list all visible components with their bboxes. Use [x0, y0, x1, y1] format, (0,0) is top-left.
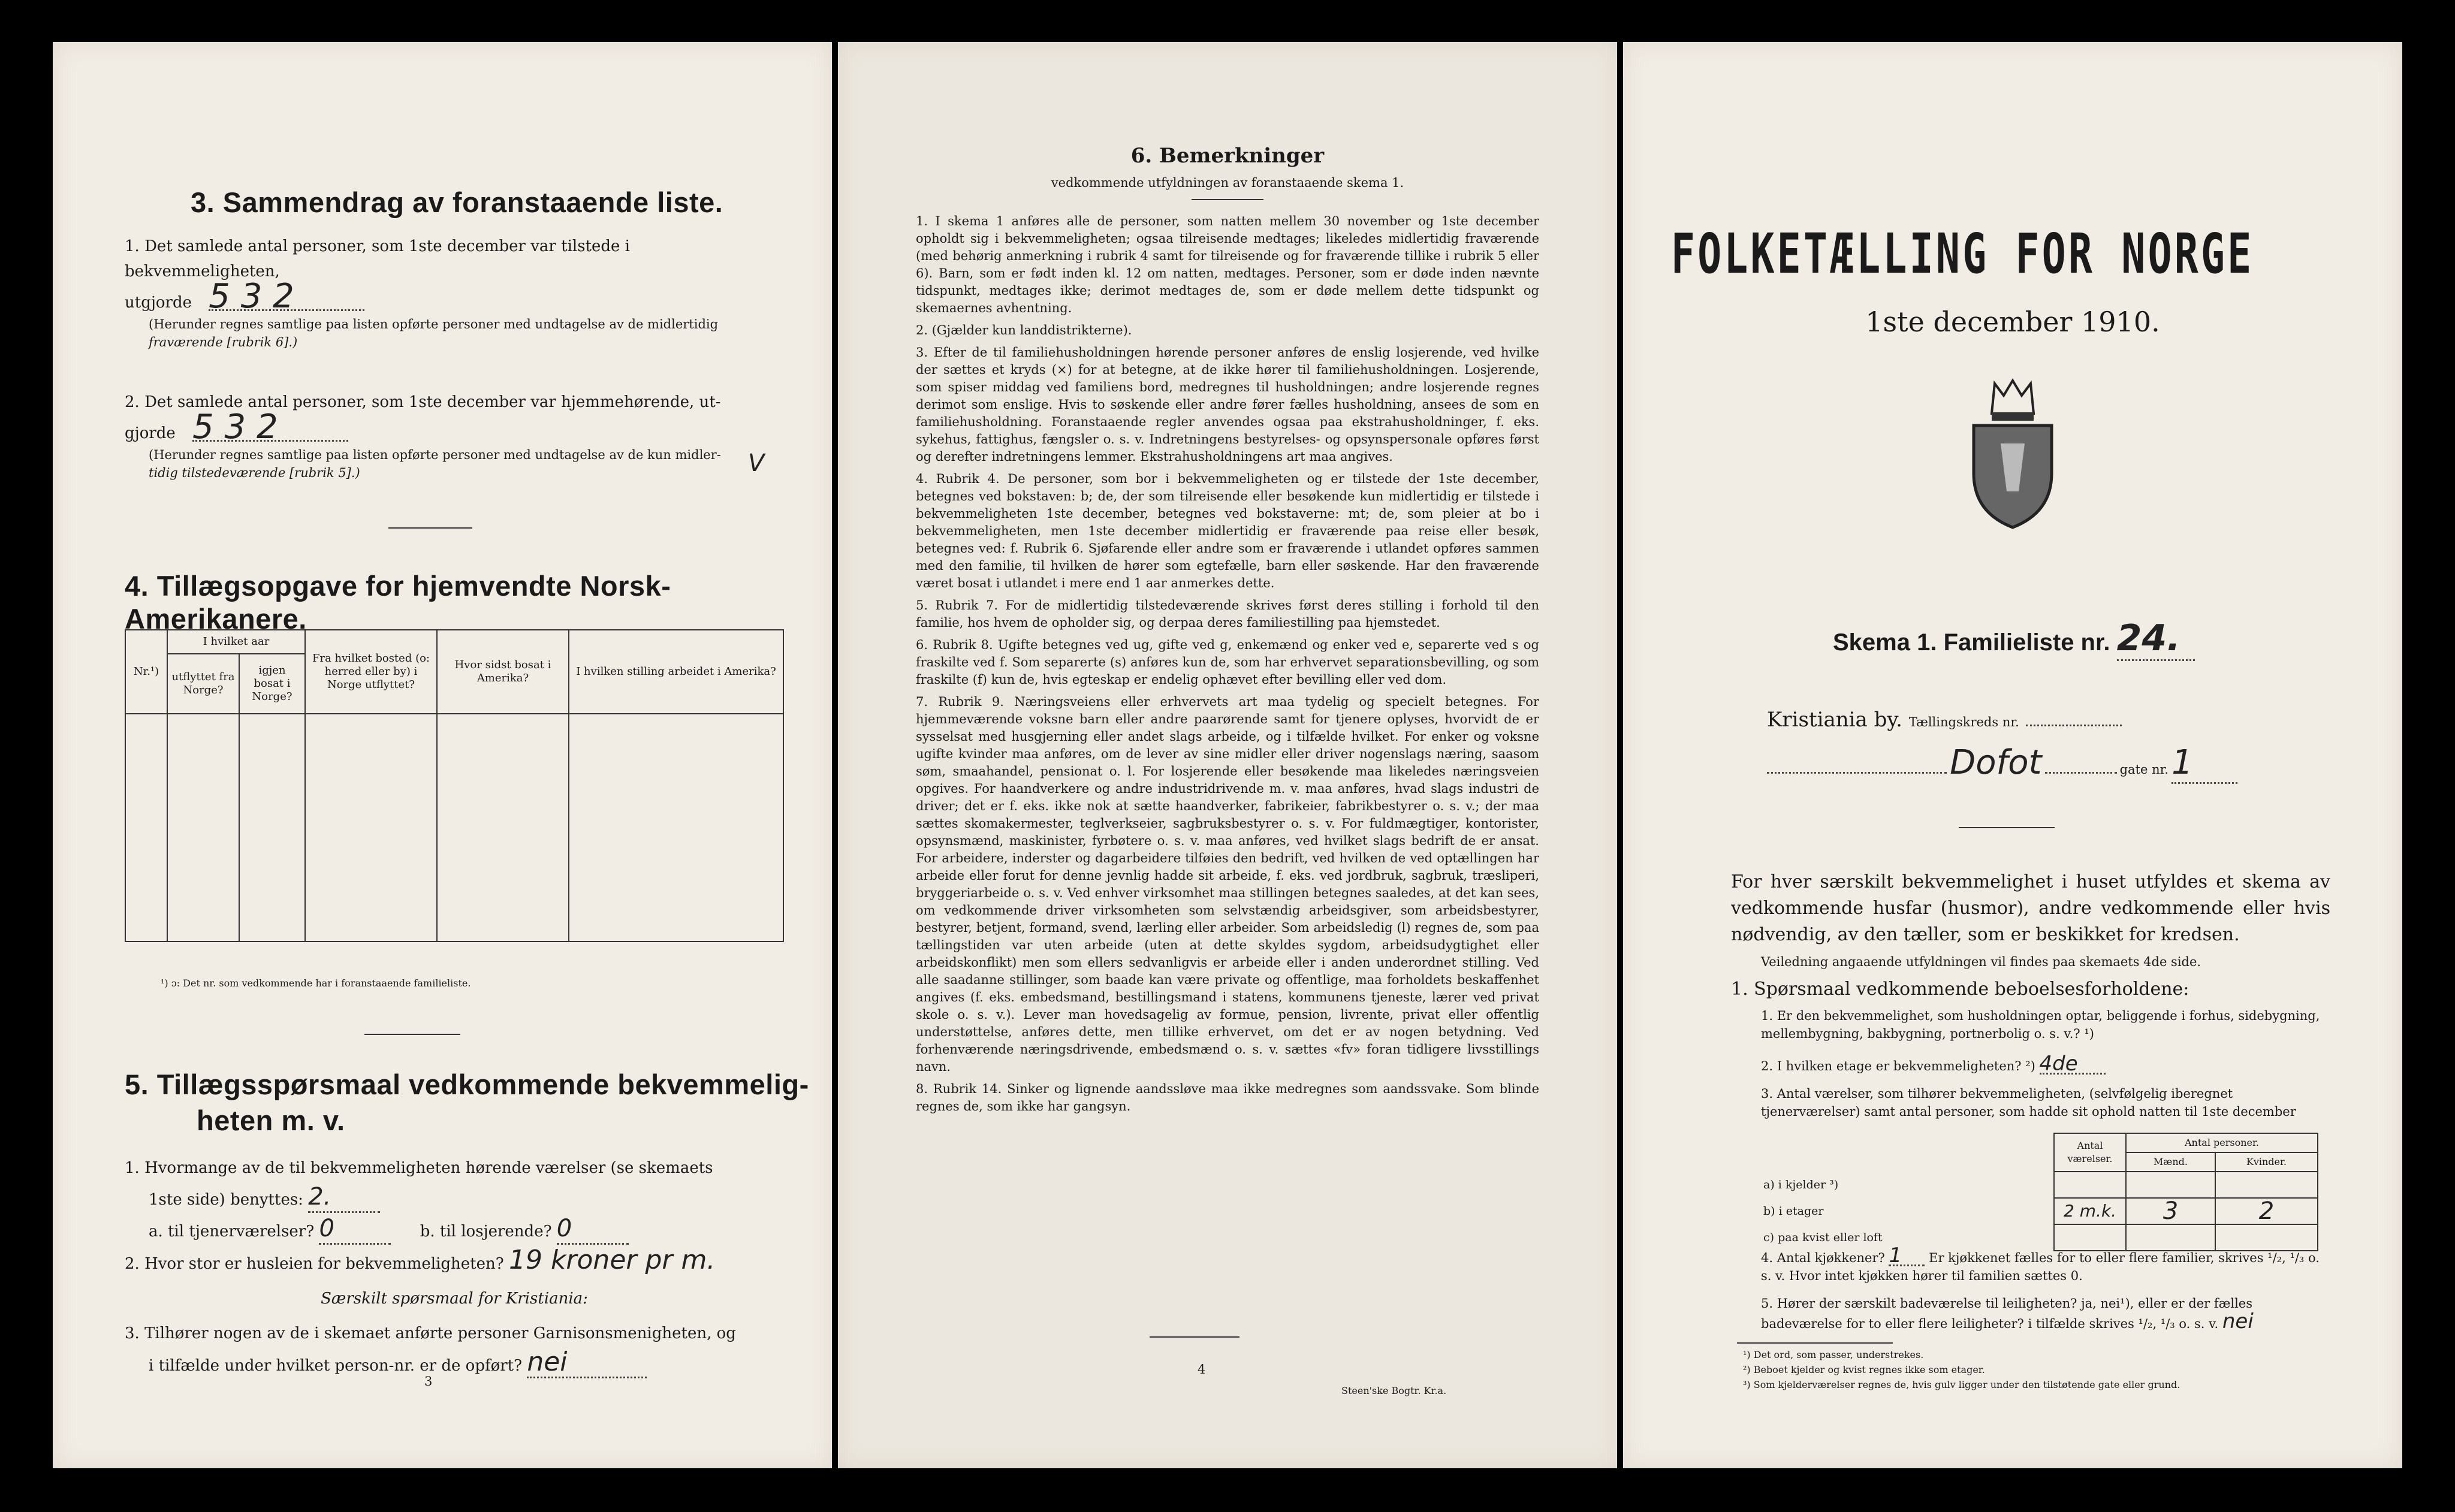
col-bosted: Fra hvilket bosted (o: herred eller by) i Norge utflyttet?: [305, 630, 437, 714]
list-item: 4. Rubrik 4. De personer, som bor i bekvemmeligheten og er tilstede der 1ste december, betegnes ved bokstaven: b; de, der som tilreisende eller besøkende kun midlertidig er tilstede i bekvemmeligheten 1ste december, betegnes ved bokstaverne: mt; de, som pleier at bo i bekvemmeligheten, men 1ste december midlertidig er fraværende paa reise eller besøk, betegnes ved: f. Rubrik 6. Sjøfarende eller andre som er fraværende i utlandet opføres sammen med den familie, til hvilken de hører som egtefælle, barn eller søskende. Har den fraværende været bosat i utlandet i mere end 1 aar anmerkes dette.: [916, 472, 1539, 590]
s4-footnote: ¹) ɔ: Det nr. som vedkommende har i foranstaaende familieliste.: [161, 977, 471, 989]
q2-line: [1761, 1052, 2106, 1076]
questions-title: 1. Spørsmaal vedkommende beboelsesforholdene:: [1731, 979, 2189, 1000]
q2-text: 2. I hvilken etage er bekvemmeligheten? ²): [1761, 1059, 2035, 1073]
census-title-text: FOLKETÆLLING FOR NORGE: [1671, 222, 2254, 286]
q4-text: 4. Antal kjøkkener?: [1761, 1251, 1885, 1265]
divider: [1737, 1342, 1893, 1344]
s5-q3-label: i tilfælde under hvilket person-nr. er de opført?: [149, 1357, 523, 1375]
s3-q1-note: (Herunder regnes samtlige paa listen opførte personer med undtagelse av de midlertidig: [149, 317, 719, 331]
s5-title-line1: 5. Tillægsspørsmaal vedkommende bekvemmelig-: [125, 1069, 809, 1100]
etager-kvinder: 2: [2215, 1198, 2318, 1224]
section-3-title: 3. Sammendrag av foranstaaende liste.: [191, 186, 723, 218]
section-5-title: [125, 1067, 809, 1139]
divider: [364, 1034, 460, 1035]
table-row: [125, 714, 783, 941]
coat-of-arms-icon: [1959, 378, 2067, 533]
s5-q3-answer: nei: [527, 1348, 647, 1378]
s5-q1: 1. Hvormange av de til bekvemmeligheten hørende værelser (se skemaets: [125, 1159, 713, 1177]
col-utflyttet: utflyttet fra Norge?: [167, 654, 239, 714]
s5-q2-answer: 19 kroner pr m.: [508, 1245, 716, 1275]
address-line: [1767, 743, 2318, 784]
gate-number: 1: [2172, 743, 2237, 784]
list-item: 3. Efter de til familiehusholdningen hørende personer anføres de enslig losjerende, ved hvilke der sættes et kryds (×) for at betegne, at de ikke hører til familiehusholdningen. Losjerende, som spiser middag ved familiens bord, medregnes til husholdningen; andre losjerende regnes derimot som enslige. Hvis to søskende eller andre fører fælles husholdning, ansees de som en familiehusholdning. Foranstaaende regler anvendes ogsaa paa ekstrahusholdninger, f. eks. sykehus, fattighus, fængsler o. s. v. Indretningens bestyrelses- og opsynspersonale opføres først og derefter indretningens lemmer. Ekstrahusholdningens art maa angives.: [916, 345, 1539, 464]
intro-text: For hver særskilt bekvemmelighet i huset utfyldes et skema av vedkommende husfar (husmor), andre vedkommende eller hvis nødvendig, av den tæller, som er beskikket for kredsen.: [1731, 871, 2330, 945]
footnote-3: ³) Som kjelderværelser regnes de, hvis gulv ligger under den tilstøtende gate eller grund.: [1743, 1379, 2180, 1390]
col-amerika-bosat: Hvor sidst bosat i Amerika?: [437, 630, 569, 714]
street-answer: Dofot: [1950, 743, 2042, 782]
cover-page: [1623, 42, 2402, 1468]
s3-q1-text: 1. Det samlede antal personer, som 1ste december var tilstede i bekvemmeligheten,: [125, 237, 630, 280]
col-maend: Mænd.: [2126, 1152, 2215, 1172]
col-personer: Antal personer.: [2126, 1133, 2318, 1152]
q5-answer: nei: [2222, 1309, 2254, 1333]
s5-q3: 3. Tilhører nogen av de i skemaet anførte personer Garnisonsmenigheten, og: [125, 1324, 736, 1342]
s5-q1-answer: 2.: [308, 1182, 380, 1213]
list-item: 8. Rubrik 14. Sinker og lignende aandssløve maa ikke medregnes som aandssvake. Som blinde regnes de, som ikke har gangsyn.: [916, 1082, 1539, 1113]
census-title: [1671, 222, 2455, 286]
etager-vaerelser: 2 m.k.: [2054, 1198, 2126, 1224]
veiledning-text: Veiledning angaaende utfyldningen vil findes paa skemaets 4de side.: [1761, 955, 2201, 969]
list-item: 6. Rubrik 8. Ugifte betegnes ved ug, gifte ved g, enkemænd og enker ved e, separerte ved s og fraskilte ved f. Som separerte (s) anføres kun de, som har erhvervet separationsbevilling, og som fraskilte (f) kun de, hvis egteskap er endelig ophævet efter bevilling eller ved dom.: [916, 638, 1539, 687]
s5-q1b: b. til losjerende?: [420, 1223, 552, 1241]
census-date: 1ste december 1910.: [1865, 306, 2160, 338]
s5-title-line2: heten m. v.: [197, 1104, 345, 1136]
kreds-label: Tællingskreds nr.: [1908, 715, 2019, 729]
col-group-year: I hvilket aar: [167, 630, 305, 654]
s5-q2: 2. Hvor stor er husleien for bekvemmeligheten?: [125, 1255, 504, 1273]
etager-maend: 3: [2126, 1198, 2215, 1224]
s5-q1-label: 1ste side) benyttes:: [149, 1191, 303, 1209]
familieliste-number: 24.: [2117, 617, 2195, 661]
list-item: 7. Rubrik 9. Næringsveiens eller erhvervets art maa tydelig og specielt betegnes. For hjemmeværende voksne barn eller andre paarørende samt for tjenere oplyses, hvorvidt de er sysselsat med husgjerning eller andet slags arbeide, og i tilfælde hvilket. For enker og voksne ugifte kvinder maa anføres, om de lever av sine midler eller driver nogenslags næring, saasom søm, smaahandel, pensionat o. l. For losjerende eller besøkende maa likeledes næringsveien opgives. For haandverkere og andre industridrivende m. v. maa anføres, hvad slags industri de driver; det er f. eks. ikke nok at sætte haandverker, fabrikeier, fabrikbestyrer o. s. v.; der maa sættes skomakermester, teglverkseier, sagbruksbestyrer o. s. v. For fuldmægtiger, kontorister, opsynsmænd, maskinister, fyrbøtere o. s. v. maa anføres, ved hvilket slags bedrift de er ansat. For arbeidere, inderster og dagarbeidere tilføies den bedrift, ved hvilken de ved optællingen har arbeide eller forut for denne jevnlig hadde sit arbeide, f. eks. ved jordbruk, sagbruk, træsliperi, bryggeriarbeide o. s. v. Ved enhver virksomhet maa stillingen betegnes saaledes, at det kan sees, om vedkommende driver virksomheten som selvstændig arbeidsgiver, som arbeidsbestyrer, bestyrer, betjent, formand, svend, lærling eller arbeider. Som arbeidsledig (l) regnes de, som paa tællingstiden var uten arbeide (uten at dette skyldes sygdom, arbeidsudygtighet eller arbeidskonflikt) men som ellers sedvanligvis er arbeide eller i anden underordnet stilling. Ved alle saadanne stillinger, som baade kan være private og offentlige, maa forholdets beskaffenhet angives (f. eks. embedsmand, bestillingsmand i statens, kommunens tjeneste, lærer ved privat skole o. s. v.). Lever man hovedsagelig av formue, pension, livrente, privat eller offentlig understøttelse, anføres dette, men tillike erhvervet, om det er av nogen betydning. Ved forhenværende næringsdrivende, embedsmænd o. s. v. sættes «fv» foran tidligere livsstillings navn.: [916, 695, 1539, 1074]
bemerkninger-list: [916, 213, 1539, 1120]
divider: [1150, 1336, 1239, 1338]
col-stilling: I hvilken stilling arbeidet i Amerika?: [569, 630, 783, 714]
s3-q1-answer: 5 3 2: [209, 284, 364, 311]
col-nr: Nr.¹): [125, 630, 167, 714]
q5-text: 5. Hører der særskilt badeværelse til leiligheten? ja, nei¹), eller er der fælles badeværelse for to eller flere leiligheter? i tilfælde skrives ¹/₂, ¹/₃ o. s. v.: [1761, 1296, 2252, 1331]
divider: [388, 527, 472, 529]
page-number: 4: [1198, 1362, 1206, 1377]
margin-check-mark: V: [748, 449, 765, 477]
skema-line: [1833, 617, 2195, 661]
page-number: 3: [424, 1374, 433, 1389]
s3-q1-note2: fraværende [rubrik 6].): [149, 335, 298, 349]
section-4-title: 4. Tillægsopgave for hjemvendte Norsk-Amerikanere.: [125, 570, 671, 635]
s3-q2-label: gjorde: [125, 424, 176, 442]
row-kvist: c) paa kvist eller loft: [1763, 1231, 1883, 1244]
col-vaerelser: Antal værelser.: [2054, 1133, 2126, 1172]
footnote-2: ²) Beboet kjelder og kvist regnes ikke som etager.: [1743, 1364, 1985, 1375]
s5-q1a-answer: 0: [319, 1214, 391, 1245]
skema-label: Skema 1. Familieliste nr.: [1833, 629, 2110, 656]
s3-q2-answer: 5 3 2: [192, 415, 348, 442]
s3-q1: [125, 234, 784, 351]
city-label: Kristiania by.: [1767, 708, 1902, 732]
norsk-amerikaner-table: [125, 629, 784, 942]
list-item: 1. I skema 1 anføres alle de personer, som natten mellem 30 november og 1ste december opholdt sig i bekvemmeligheten; ogsaa tilreisende medtages; likeledes midlertidig fraværende (med behørig anmerkning i rubrik 4 samt for tilreisende og for fraværende tillike i rubrik 5 eller 6). Barn, som er født inden kl. 12 om natten, medtages. Personer, som er døde inden nævnte tidspunkt, medtages ikke; derimot medtages de, som er døde mellem dette tidspunkt og skemaernes avhentning.: [916, 214, 1539, 315]
q2-answer: 4de: [2040, 1055, 2106, 1075]
page-4: [838, 42, 1617, 1468]
q3-text: 3. Antal værelser, som tilhører bekvemmeligheten, (selvfølgelig iberegnet tjenerværelser) samt antal personer, som hadde sit ophold natten til 1ste december: [1761, 1087, 2296, 1119]
kreds-line: [1767, 707, 2122, 732]
section-5-questions: [125, 1154, 784, 1380]
gate-label: gate nr.: [2119, 762, 2169, 777]
q5-line: [1761, 1294, 2330, 1333]
q4-line: [1761, 1244, 2330, 1285]
page-3: [53, 42, 832, 1468]
s3-q2: [125, 390, 784, 482]
col-kvinder: Kvinder.: [2215, 1152, 2318, 1172]
bemerkninger-title: 6. Bemerkninger: [1130, 144, 1325, 168]
divider: [1192, 199, 1263, 200]
s3-q1-label: utgjorde: [125, 294, 192, 312]
divider: [1959, 827, 2055, 828]
s3-q2-text: 2. Det samlede antal personer, som 1ste december var hjemmehørende, ut-: [125, 393, 721, 411]
q4-rest: Er kjøkkenet fælles for to eller flere familier, skrives ¹/₂, ¹/₃ o. s. v. Hvor intet kjøkken hører til familien sættes 0.: [1761, 1251, 2320, 1283]
s5-kristiania: Særskilt spørsmaal for Kristiania:: [321, 1290, 588, 1308]
s5-q1b-answer: 0: [557, 1214, 629, 1245]
printer-imprint: Steen'ske Bogtr. Kr.a.: [1341, 1385, 1447, 1396]
row-kjelder: a) i kjelder ³): [1763, 1178, 1839, 1191]
s5-q1a: a. til tjenerværelser?: [149, 1223, 315, 1241]
rooms-table: [1761, 1133, 2318, 1251]
col-bosat: igjen bosat i Norge?: [239, 654, 305, 714]
list-item: 2. (Gjælder kun landdistrikterne).: [916, 323, 1132, 337]
bemerkninger-subtitle: vedkommende utfyldningen av foranstaaende skema 1.: [1051, 176, 1404, 190]
q1-text: 1. Er den bekvemmelighet, som husholdningen optar, beliggende i forhus, sidebygning, mellembygning, bakbygning, portnerbolig o. s. v.? ¹): [1761, 1009, 2320, 1041]
footnote-1: ¹) Det ord, som passer, understrekes.: [1743, 1349, 1924, 1360]
s3-q2-note: (Herunder regnes samtlige paa listen opførte personer med undtagelse av de kun midler-: [149, 448, 721, 462]
q4-answer: 1: [1889, 1247, 1925, 1266]
list-item: 5. Rubrik 7. For de midlertidig tilstedeværende skrives først deres stilling i forhold til den familie, hos hvem de opholder sig, og derpaa deres familiestilling paa hjemstedet.: [916, 598, 1539, 630]
s3-q2-note2: tidig tilstedeværende [rubrik 5].): [149, 466, 360, 480]
row-etager: b) i etager: [1763, 1205, 1824, 1218]
